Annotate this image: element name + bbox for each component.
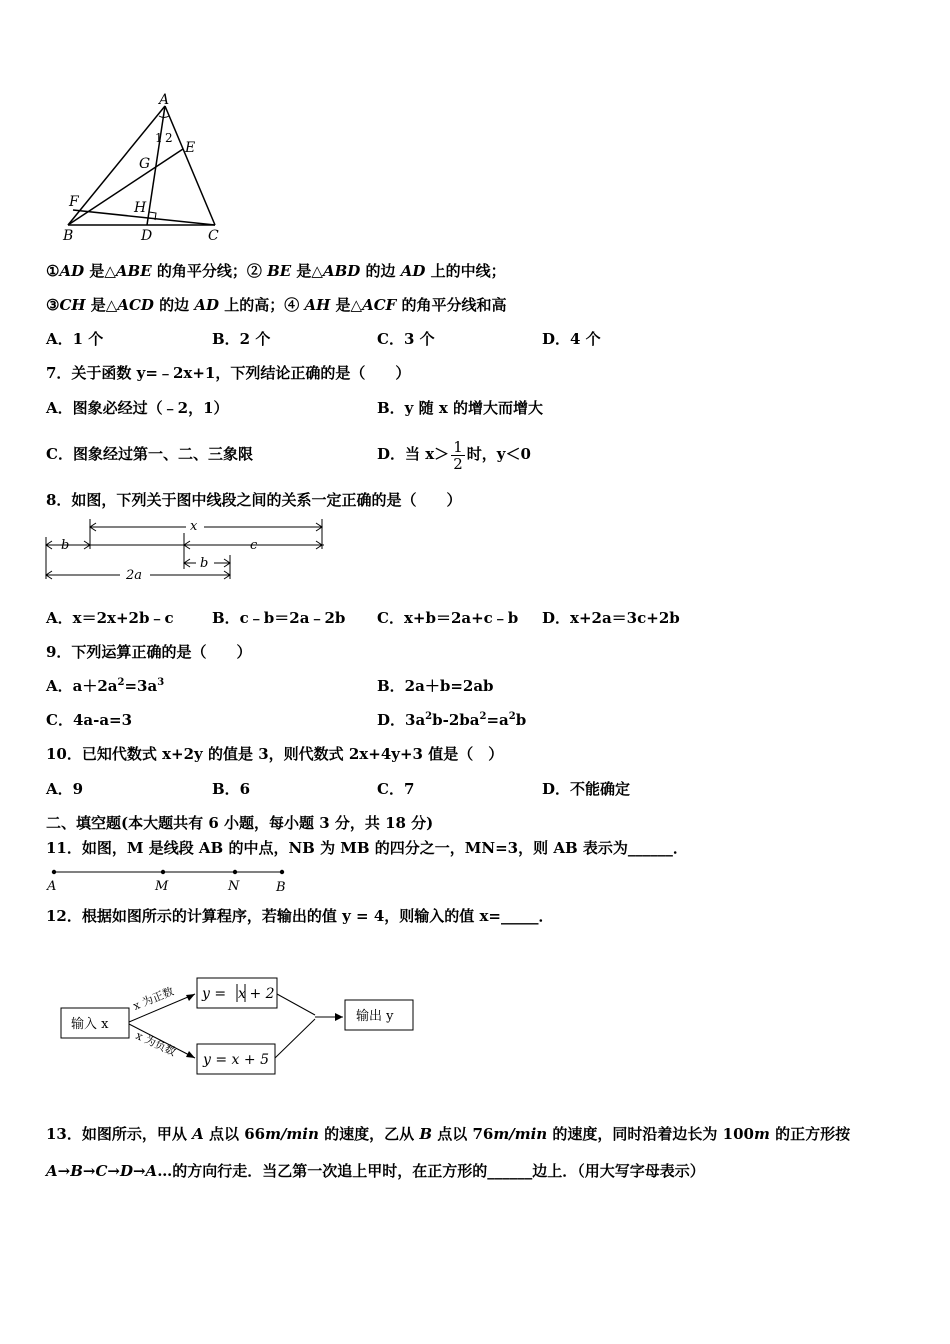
q7-option-d[interactable]: D．当 x＞ $\frac{1}{2}$ 时，y＜0 bbox=[377, 437, 531, 473]
q9-option-c[interactable]: C．4a-a=3 bbox=[46, 711, 133, 729]
formula-negative: y = x + 5 bbox=[203, 1052, 269, 1068]
point-a-label: A bbox=[47, 879, 57, 894]
side-ac bbox=[165, 106, 215, 225]
fraction-one-half: $\frac{1}{2}$ bbox=[453, 437, 463, 473]
q8-option-b[interactable]: B．c﹣b＝2a﹣2b bbox=[212, 609, 346, 627]
q11-stem: 11．如图，M 是线段 AB 的中点，NB 为 MB 的四分之一，MN=3，则 AB 表示为______． bbox=[46, 839, 688, 857]
label-x: x bbox=[190, 519, 198, 534]
q6-statement-2: ③CH 是△ACD 的边 AD 上的高；④ AH 是△ACF 的角平分线和高 bbox=[46, 296, 507, 314]
segment-figure bbox=[40, 515, 340, 583]
q13-line-1: 13．如图所示，甲从 A 点以 66m/min 的速度，乙从 B 点以 76m/min 的速度，同时沿着边长为 100m 的正方形按 bbox=[46, 1125, 851, 1143]
label-g: G bbox=[139, 156, 151, 172]
segment-be bbox=[68, 149, 183, 225]
label-d: D bbox=[141, 228, 153, 244]
q6-option-a[interactable]: A．1 个 bbox=[46, 330, 104, 348]
q10-option-c[interactable]: C．7 bbox=[377, 780, 415, 798]
flowchart-figure bbox=[55, 970, 425, 1082]
q9-option-d[interactable]: D．$3a^2b-2ba^2=a^2b$ bbox=[377, 711, 527, 729]
point-m-label: M bbox=[155, 879, 169, 894]
input-label: 输入 x bbox=[71, 1017, 109, 1032]
q6-statement-1: ①AD 是△ABE 的角平分线；② BE 是△ABD 的边 AD 上的中线； bbox=[46, 262, 506, 280]
q8-stem: 8．如图，下列关于图中线段之间的关系一定正确的是（ ） bbox=[46, 491, 462, 509]
label-h: H bbox=[134, 200, 147, 216]
label-a: A bbox=[159, 92, 170, 108]
point-b-label: B bbox=[276, 880, 286, 895]
label-b-bottom: b bbox=[200, 556, 209, 571]
positive-condition: x 为正数 bbox=[131, 984, 176, 1013]
label-b: B bbox=[63, 228, 74, 244]
formula-positive-right: + 2 bbox=[245, 986, 275, 1002]
label-angle-2: 2 bbox=[165, 131, 173, 145]
label-angle-1: 1 bbox=[155, 131, 163, 145]
q7-stem: 7．关于函数 y=﹣2x+1，下列结论正确的是（ ） bbox=[46, 364, 411, 382]
line-amnb-figure bbox=[42, 863, 302, 895]
q12-stem: 12．根据如图所示的计算程序，若输出的值 y = 4，则输入的值 x=_____． bbox=[46, 907, 554, 925]
q8-option-a[interactable]: A．x＝2x+2b﹣c bbox=[46, 609, 174, 627]
q10-option-d[interactable]: D．不能确定 bbox=[542, 780, 631, 798]
point-n-label: N bbox=[228, 879, 240, 894]
triangle-figure bbox=[55, 92, 235, 244]
section-2-title: 二、填空题(本大题共有 6 小题，每小题 3 分，共 18 分) bbox=[46, 814, 434, 832]
label-b-top: b bbox=[61, 538, 70, 553]
q7-option-a[interactable]: A．图象必经过（﹣2，1） bbox=[46, 399, 229, 417]
formula-positive-left: y = bbox=[202, 986, 231, 1002]
q8-option-c[interactable]: C．x+b＝2a+c﹣b bbox=[377, 609, 519, 627]
q7-option-b[interactable]: B．y 随 x 的增大而增大 bbox=[377, 399, 544, 417]
q9-option-a[interactable]: A．$a+2a^2=3a^3$ bbox=[46, 677, 165, 695]
q10-option-b[interactable]: B．6 bbox=[212, 780, 251, 798]
q13-line-2: A→B→C→D→A…的方向行走．当乙第一次追上甲时，在正方形的______边上．（用大写字母表示） bbox=[46, 1162, 705, 1180]
q9-stem: 9．下列运算正确的是（ ） bbox=[46, 643, 252, 661]
q8-option-d[interactable]: D．x+2a＝3c+2b bbox=[542, 609, 680, 627]
q7-option-c[interactable]: C．图象经过第一、二、三象限 bbox=[46, 445, 253, 463]
output-label: 输出 y bbox=[356, 1009, 394, 1024]
label-c: c bbox=[250, 538, 258, 553]
q6-option-b[interactable]: B．2 个 bbox=[212, 330, 271, 348]
label-2a: 2a bbox=[126, 568, 143, 583]
q6-option-d[interactable]: D．4 个 bbox=[542, 330, 601, 348]
q9-option-b[interactable]: B．2a＋b=2ab bbox=[377, 677, 494, 695]
label-e: E bbox=[185, 140, 196, 156]
label-c: C bbox=[208, 228, 219, 244]
q10-stem: 10．已知代数式 x+2y 的值是 3，则代数式 2x+4y+3 值是（ ） bbox=[46, 745, 504, 763]
q6-option-c[interactable]: C．3 个 bbox=[377, 330, 435, 348]
label-f: F bbox=[69, 194, 79, 210]
q10-option-a[interactable]: A．9 bbox=[46, 780, 84, 798]
formula-positive-x: x bbox=[238, 986, 246, 1002]
negative-condition: x 为负数 bbox=[133, 1028, 178, 1059]
